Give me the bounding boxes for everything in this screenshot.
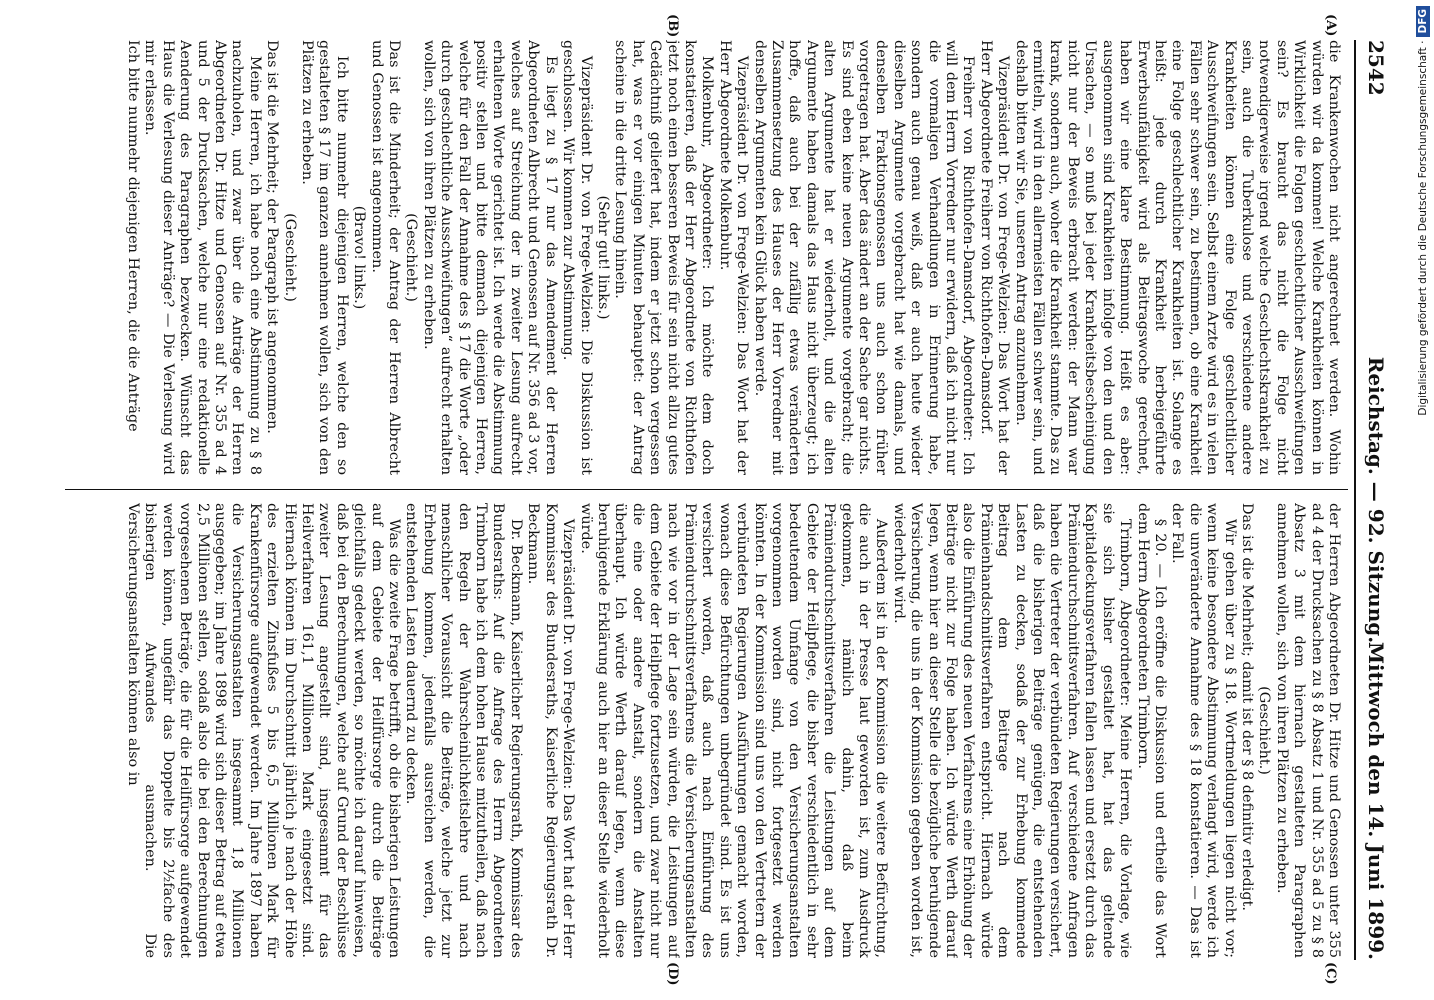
right-column (61, 503, 1342, 958)
paragraph: Vizepräsident Dr. von Frege-Welzien: Das Wort hat der Herr Abgeordnete Freiherr von Richthofen-Damsdorf. (977, 40, 1012, 475)
paragraph: die Krankenwochen nicht angerechnet werden. Wohin würden wir da kommen! Welche Krankheiten können in Wirklichkeit die Folgen geschlechtlicher Ausschweifungen sein? Es braucht das nicht die Folge nicht notwendigerweise irgend welche Geschlechtskrankheit zu sein, auch die Tuberkulose und verschiedene andere Krankheiten können eine Folge geschlechtlicher Ausschweifungen sein. Selbst einem Arzte wird es in vielen Fällen sehr schwer sein, zu bestimmen, ob eine Krankheit eine Folge geschlechtlicher Krankheiten ist. Solange es heißt: jede durch Krankheit herbeigeführte Erwerbsunfähigkeit wird als Beitragswoche gerechnet, haben wir eine klare Bestimmung. Heißt es aber: ausgenommen sind Krankheiten infolge von den und den Ursachen, — so muß bei jeder Krankheitsbescheinigung nicht nur der Beweis erbracht werden: der Mann war krank, sondern auch, woher die Krankheit stammte. Das zu ermitteln, wird in den allermeisten Fällen schwer sein, und deshalb bitten wir Sie, unseren Antrag anzunehmen. (1012, 40, 1342, 475)
paragraph: Es liegt zu § 17 nur das Amendement der Herren Abgeordneten Albrecht und Genossen auf Nr. 356 ad 3 vor, welches auf Streichung der in zweiter Lesung aufrecht erhaltenen Worte gerichtet ist. Ich werde die Abstimmung positiv stellen und bitte demnach diejenigen Herren, welche für den Fall der Annahme des § 17 die Worte „oder durch geschlechtliche Ausschweifungen“ aufrecht erhalten wollen, sich von ihren Plätzen zu erheben. (420, 40, 559, 475)
page-number: 2542 (1364, 40, 1388, 96)
paragraph: § 20. — Ich eröffne die Diskussion und ertheile das Wort dem Herrn Abgeordneten Trimborn. (1134, 503, 1168, 958)
dfg-logo: DFG (1416, 6, 1430, 37)
scanned-page (55, 10, 1400, 990)
session-date: Mittwoch den 14. Juni 1899. (1364, 641, 1388, 960)
paragraph: Vizepräsident Dr. von Frege-Welzien: Die Diskussion ist geschlossen. Wir kommen zur Abstimmung. (560, 40, 594, 475)
paragraph: Außerdem ist in der Kommission die weitere Befürchtung, die auch in der Presse laut geworden ist, zum Ausdruck gekommen, nämlich dahin, daß beim Prämiendurchschnittsverfahren die Leistungen auf dem Gebiete der Heilpflege, die bisher verschiedentlich in sehr bedeutendem Umfange von den Versicherungsanstalten vorgenommen worden sind, nicht fortgesetzt werden könnten. In der Kommission sind uns von den Vertretern der verbündeten Regierungen Ausführungen gemacht worden, wonach diese Befürchtungen unbegründet sind. Es ist uns versichert worden, daß auch nach Einführung des Prämiendurchschnittsverfahrens die Versicherungsanstalten nach wie vor in der Lage sein würden, die Leistungen auf dem Gebiete der Heilpflege fortzusetzen, und zwar nicht nur die eine oder andere Anstalt, sondern die Anstalten überhaupt. Ich würde Werth darauf legen, wenn diese beruhigende Erklärung auch hier an dieser Stelle wiederholt würde. (577, 503, 890, 958)
paragraph: Vizepräsident Dr. von Frege-Welzien: Das Wort hat der Herr Abgeordnete Molkenbuhr. (716, 40, 751, 475)
column-divider (65, 489, 1348, 490)
page-content (55, 10, 1400, 990)
paragraph: Meine Herren, ich habe noch eine Abstimmung zu § 8 nachzuholen, und zwar über die Anträge der Herren Abgeordneten Dr. Hitze und Genossen auf Nr. 355 ad 4 und 5 der Drucksachen, welche nur eine redaktionelle Aenderung des Paragraphen bezwecken. Wünscht das Haus die Verlesung dieser Anträge? — Die Verlesung wird mir erlassen. (142, 40, 263, 475)
paragraph: Dr. Beckmann, Kaiserlicher Regierungsrath, Kommissar des Bundesraths: Auf die Anfrage des Herrn Abgeordneten Trimborn habe ich dem hohen Hause mitzutheilen, daß nach den Regeln der Wahrscheinlichkeitslehre und nach menschlicher Voraussicht die Beiträge, welche jetzt zur Erhebung kommen, jedenfalls ausreichen werden, die entstehenden Lasten dauernd zu decken. (403, 503, 524, 958)
paragraph: (Geschieht.) (403, 213, 420, 302)
paragraph: Molkenbuhr, Abgeordneter: Ich möchte dem doch konstatieren, daß der Herr Abgeordnete von Richthofen jetzt noch einen besseren Beweis für sein nicht allzu gutes Gedächtniß geliefert hat, indem er jetzt schon vergessen hat, was er vor einigen Minuten behauptet: der Antrag scheine in die dritte Lesung hinein. (612, 40, 716, 475)
credit-text: Digitalisierung gefördert durch die Deutsche Forschungsgemeinschaft · (1417, 40, 1429, 416)
paragraph: Ich bitte nunmehr diejenigen Herren, die die Anträge (124, 40, 141, 432)
paragraph: (Bravo! links.) (351, 205, 368, 310)
page-header (1354, 40, 1396, 960)
paragraph: Was die zweite Frage betrifft, ob die bisherigen Leistungen auf dem Gebiete der Heilfürsorge durch die Beiträge gleichfalls gedeckt werden, so möchte ich darauf hinweisen, daß bei den Berechnungen, welche auf Grund der Beschlüsse zweiter Lesung angestellt sind, insgesammt für das Heilverfahren 161,1 Millionen Mark eingesetzt sind. Hiernach können im Durchschnitt jährlich je nach der Höhe des erzielten Zinsfußes 5 bis 6,5 Millionen Mark für Krankenfürsorge aufgewendet werden. Im Jahre 1897 haben die Versicherungsanstalten insgesammt 1,8 Millionen ausgegeben; im Jahre 1898 wird sich dieser Betrag auf etwa 2,5 Millionen stellen, sodaß also die bei den Berechnungen vorgesehenen Beträge, die für die Heilfürsorge aufgewendet werden können, ungefähr das Doppelte bis 2½fache des bisherigen Aufwandes ausmachen. Die Versicherungsanstalten können also in (124, 503, 403, 958)
margin-marker-d: (D) (665, 962, 680, 986)
paragraph: Vizepräsident Dr. von Frege-Welzien: Das Wort hat der Herr Kommissar des Bundesraths, Kaiserliche Regierungsrath Dr. Beckmann. (525, 503, 577, 958)
paragraph: Das ist die Minderheit; der Antrag der Herren Albrecht und Genossen ist angenommen. (368, 40, 403, 475)
paragraph: Ich bitte nunmehr diejenigen Herren, welche den so gestalteten § 17 im ganzen annehmen wollen, sich von den Plätzen zu erheben. (299, 40, 350, 475)
left-column (61, 40, 1342, 475)
session-title: Reichstag. — 92. Sitzung. (1364, 356, 1388, 644)
paragraph: der Herren Abgeordneten Dr. Hitze und Genossen unter 355 ad 4 der Drucksachen zu § 8 Absatz 1 und Nr. 355 ad 5 zu § 8 Absatz 3 mit dem hiernach gestalteten Paragraphen annehmen wollen, sich von ihren Plätzen zu erheben. (1273, 503, 1342, 958)
margin-marker-a: (A) (1323, 14, 1338, 37)
paragraph: Trimborn, Abgeordneter: Meine Herren, die Vorlage, wie sie sich bisher gestaltet hat, hat das geltende Kapitaldeckungsverfahren fallen lassen und ersetzt durch das Prämiendurchschnittsverfahren. Auf verschiedene Anfragen haben die Vertreter der verbündeten Regierungen versichert, daß die bisherigen Beiträge genügen, die entstehenden Lasten zu decken, sodaß der zur Erhebung kommende Beitrag dem Beitrage nach dem Prämienhandschnittsverfahren entspricht. Hiernach würde also die Einführung des neuen Verfahrens eine Erhöhung der Beiträge nicht zur Folge haben. Ich würde Werth darauf legen, wenn hier an dieser Stelle die bezügliche beruhigende Versicherung, die uns in der Kommission gegeben worden ist, wiederholt wird. (890, 503, 1134, 958)
paragraph: Wir gehen über zu § 18. Wortmeldungen liegen nicht vor; wenn keine besondere Abstimmung verlangt wird, werde ich die unveränderte Annahme des § 18 konstatieren. — Das ist der Fall. (1169, 503, 1238, 958)
paragraph: Das ist die Mehrheit; damit ist der § 8 definitiv erledigt. (1238, 503, 1255, 911)
paragraph: (Sehr gut! links.) (594, 195, 611, 320)
digitization-credit (1412, 6, 1434, 996)
margin-marker-c: (C) (1323, 962, 1338, 985)
paragraph: Das ist die Mehrheit; der Paragraph ist angenommen. (264, 40, 281, 434)
margin-marker-b: (B) (665, 14, 680, 38)
paragraph: Freiherr von Richthofen-Damsdorf, Abgeordneter: Ich will dem Herrn Vorredner nur erwidern, daß ich nicht nur die vormaligen Verhandlungen in Erinnerung habe, sondern auch genau weiß, daß er auch heute wieder dieselben Argumente vorgebracht hat wie damals, und denselben Fraktionsgenossen uns auch schon früher vorgetragen hat. Aber das ändert an der Sache gar nichts. Es sind eben keine neuen Argumente vorgebracht; die alten Argumente hat er wiederholt, und die alten Argumente haben damals das Haus nicht überzeugt; ich hoffe, daß auch bei der zufällig etwas veränderten Zusammensetzung des Hauses der Herr Vorredner mit denselben Argumenten kein Glück haben werde. (751, 40, 977, 475)
paragraph: (Geschieht.) (1256, 686, 1273, 775)
paragraph: (Geschieht.) (281, 213, 298, 302)
